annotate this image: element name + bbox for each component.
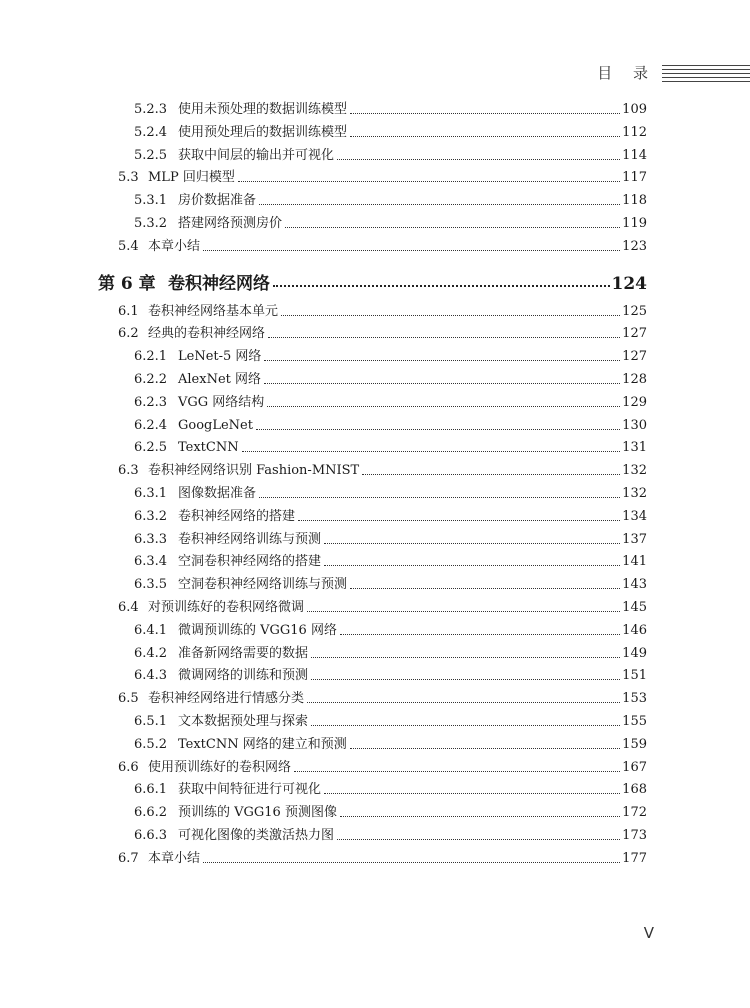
- toc-entry-page: 172: [622, 805, 647, 821]
- toc-entry-title: 微调网络的训练和预测: [178, 668, 309, 684]
- toc-entry-page: 149: [622, 645, 647, 661]
- toc-dot-leader: [350, 587, 620, 589]
- toc-section-row[interactable]: [118, 845, 647, 867]
- toc-subsection-row[interactable]: [134, 210, 647, 232]
- toc-subsection-row[interactable]: [134, 799, 647, 821]
- toc-entry-page: 131: [622, 440, 647, 456]
- toc-entry-page: 117: [622, 170, 647, 186]
- toc-entry-title: 文本数据预处理与探索: [178, 714, 309, 729]
- toc-subsection-row[interactable]: [134, 503, 647, 525]
- toc-dot-leader: [203, 861, 620, 863]
- toc-subsection-row[interactable]: [134, 366, 647, 388]
- toc-dot-leader: [259, 203, 620, 205]
- toc-entry-title: 使用未预处理的数据训练模型: [178, 102, 348, 117]
- page-header: [0, 62, 750, 86]
- toc-entry-page: 134: [622, 508, 647, 524]
- toc-dot-leader: [298, 519, 620, 521]
- toc-subsection-row[interactable]: [134, 548, 647, 570]
- toc-entry-page: 123: [622, 238, 647, 254]
- toc-entry-title: 本章小结: [148, 850, 201, 866]
- toc-subsection-row[interactable]: [134, 187, 647, 209]
- toc-dot-leader: [307, 701, 620, 703]
- toc-entry-title: 经典的卷积神经网络: [148, 326, 266, 342]
- toc-entry-number: 6.6: [118, 759, 139, 775]
- toc-subsection-row[interactable]: [134, 119, 647, 141]
- toc-subsection-row[interactable]: [134, 662, 647, 684]
- toc-entry-number: 6.6.3: [134, 828, 168, 843]
- toc-dot-leader: [256, 428, 620, 430]
- toc-entry-number: 6.3.4: [134, 554, 168, 570]
- toc-section-row[interactable]: [118, 754, 647, 776]
- toc-subsection-row[interactable]: [134, 96, 647, 118]
- toc-chapter-row[interactable]: [98, 264, 647, 292]
- toc-entry-title: TextCNN 网络的建立和预测: [178, 736, 347, 752]
- toc-entry-page: 143: [622, 577, 647, 593]
- toc-subsection-row[interactable]: [134, 708, 647, 730]
- toc-entry-number: 6.4.3: [134, 668, 168, 684]
- toc-entry-title: 获取中间层的输出并可视化: [178, 147, 335, 163]
- toc-entry-number: 6.2.5: [134, 440, 168, 456]
- toc-entry-page: 119: [622, 216, 647, 231]
- toc-entry-title: 卷积神经网络基本单元: [148, 303, 279, 319]
- toc-entry-page: 128: [622, 372, 647, 387]
- toc-dot-leader: [264, 359, 620, 361]
- toc-section-row[interactable]: [118, 298, 647, 320]
- toc-dot-leader: [324, 564, 620, 566]
- toc-entry-page: 129: [622, 394, 647, 410]
- toc-entry-page: 109: [622, 102, 647, 117]
- toc-entry-page: 153: [622, 691, 647, 707]
- toc-dot-leader: [203, 249, 620, 251]
- toc-entry-number: 6.4: [118, 600, 139, 615]
- toc-subsection-row[interactable]: [134, 480, 647, 502]
- toc-subsection-row[interactable]: [134, 640, 647, 662]
- toc-dot-leader: [350, 135, 620, 137]
- toc-entry-page: 125: [622, 303, 647, 319]
- toc-dot-leader: [268, 336, 620, 338]
- toc-entry-number: 6.1: [118, 303, 139, 319]
- toc-entry-title: 使用预处理后的数据训练模型: [178, 124, 348, 140]
- toc-entry-number: 6.6.2: [134, 805, 168, 821]
- toc-dot-leader: [311, 678, 620, 680]
- toc-subsection-row[interactable]: [134, 434, 647, 456]
- toc-entry-number: 6.4.1: [134, 622, 168, 638]
- toc-entry-number: 6.2: [118, 326, 139, 342]
- toc-entry-page: 159: [622, 736, 647, 752]
- toc-entry-title: 空洞卷积神经网络的搭建: [178, 554, 322, 570]
- toc-subsection-row[interactable]: [134, 412, 647, 434]
- toc-entry-number: 6.5: [118, 691, 139, 707]
- toc-entry-number: 6.3.5: [134, 577, 168, 593]
- toc-section-row[interactable]: [118, 164, 647, 186]
- header-title: 目 录: [597, 64, 656, 82]
- toc-entry-title: MLP 回归模型: [148, 170, 235, 186]
- toc-entry-title: TextCNN: [178, 440, 239, 456]
- toc-dot-leader: [294, 770, 620, 772]
- toc-entry-number: 第 6 章: [98, 273, 156, 294]
- toc-entry-page: 130: [622, 417, 647, 433]
- toc-entry-page: 177: [622, 850, 647, 866]
- toc-entry-page: 132: [622, 463, 647, 479]
- toc-entry-page: 118: [622, 193, 647, 209]
- toc-entry-number: 5.4: [118, 238, 139, 254]
- toc-entry-page: 112: [622, 124, 647, 140]
- toc-entry-title: 获取中间特征进行可视化: [178, 782, 322, 798]
- toc-dot-leader: [337, 158, 620, 160]
- toc-entry-title: 卷积神经网络的搭建: [178, 508, 296, 524]
- toc-dot-leader: [324, 792, 620, 794]
- toc-entry-title: 可视化图像的类激活热力图: [178, 828, 335, 843]
- toc-entry-title: 使用预训练好的卷积网络: [148, 759, 292, 775]
- toc-dot-leader: [264, 382, 620, 384]
- toc-dot-leader: [350, 747, 620, 749]
- toc-entry-page: 114: [622, 147, 647, 163]
- toc-entry-title: 卷积神经网络训练与预测: [178, 531, 322, 547]
- toc-section-row[interactable]: [118, 685, 647, 707]
- toc-entry-number: 5.2.5: [134, 147, 168, 163]
- toc-dot-leader: [324, 542, 620, 544]
- toc-entry-page: 127: [622, 326, 647, 342]
- toc-dot-leader: [350, 112, 620, 114]
- toc-entry-number: 6.2.1: [134, 349, 168, 365]
- toc-entry-number: 5.2.4: [134, 124, 168, 140]
- toc-entry-number: 5.3.1: [134, 193, 168, 209]
- toc-subsection-row[interactable]: [134, 822, 647, 844]
- toc-entry-number: 5.3: [118, 170, 139, 186]
- toc-dot-leader: [242, 450, 621, 452]
- toc-dot-leader: [307, 610, 620, 612]
- toc-entry-number: 6.4.2: [134, 645, 168, 661]
- toc-dot-leader: [267, 405, 620, 407]
- toc-entry-page: 168: [622, 782, 647, 798]
- toc-dot-leader: [311, 656, 620, 658]
- toc-entry-number: 6.5.2: [134, 736, 168, 752]
- toc-entry-number: 5.2.3: [134, 102, 168, 117]
- toc-entry-page: 151: [622, 668, 647, 684]
- toc-entry-title: GoogLeNet: [178, 417, 253, 433]
- toc-section-row[interactable]: [118, 457, 647, 479]
- toc-entry-number: 6.2.3: [134, 394, 168, 410]
- toc-subsection-row[interactable]: [134, 731, 647, 753]
- page-number: V: [643, 924, 654, 942]
- toc-dot-leader: [337, 838, 620, 840]
- toc-entry-title: VGG 网络结构: [178, 394, 265, 410]
- toc-subsection-row[interactable]: [134, 343, 647, 365]
- toc-entry-page: 132: [622, 486, 647, 501]
- toc-entry-number: 6.2.2: [134, 372, 168, 387]
- toc-dot-leader: [273, 284, 610, 287]
- toc-section-row[interactable]: [118, 320, 647, 342]
- toc-entry-page: 146: [622, 622, 647, 638]
- toc-section-row[interactable]: [118, 233, 647, 255]
- toc-subsection-row[interactable]: [134, 526, 647, 548]
- toc-entry-title: LeNet-5 网络: [178, 349, 262, 365]
- toc-dot-leader: [259, 496, 620, 498]
- toc-subsection-row[interactable]: [134, 776, 647, 798]
- toc-entry-title: AlexNet 网络: [178, 372, 261, 387]
- toc-entry-title: 卷积神经网络识别 Fashion-MNIST: [148, 463, 360, 479]
- toc-subsection-row[interactable]: [134, 617, 647, 639]
- header-rule-lines: [662, 65, 750, 85]
- toc-entry-number: 6.3.3: [134, 531, 168, 547]
- toc-entry-page: 167: [622, 759, 647, 775]
- toc-entry-number: 6.3.2: [134, 508, 168, 524]
- toc-entry-number: 5.3.2: [134, 216, 168, 231]
- toc-entry-page: 124: [611, 273, 647, 294]
- toc-entry-title: 图像数据准备: [178, 486, 257, 501]
- toc-dot-leader: [281, 314, 620, 316]
- toc-dot-leader: [311, 724, 620, 726]
- toc-section-row[interactable]: [118, 594, 647, 616]
- toc-subsection-row[interactable]: [134, 389, 647, 411]
- toc-entry-title: 本章小结: [148, 238, 201, 254]
- toc-entry-page: 145: [622, 600, 647, 615]
- toc-entry-title: 卷积神经网络进行情感分类: [148, 691, 305, 707]
- toc-entry-page: 127: [622, 349, 647, 365]
- toc-dot-leader: [238, 180, 620, 182]
- toc-entry-page: 137: [622, 531, 647, 547]
- toc-entry-number: 6.3.1: [134, 486, 168, 501]
- toc-entry-title: 房价数据准备: [178, 193, 257, 209]
- toc-dot-leader: [340, 633, 620, 635]
- toc-dot-leader: [340, 815, 620, 817]
- toc-entry-page: 173: [622, 828, 647, 843]
- toc-entry-number: 6.3: [118, 463, 139, 479]
- toc-entry-title: 微调预训练的 VGG16 网络: [178, 622, 337, 638]
- toc-entry-page: 155: [622, 714, 647, 729]
- toc-subsection-row[interactable]: [134, 571, 647, 593]
- toc-entry-title: 预训练的 VGG16 预测图像: [178, 805, 337, 821]
- toc-subsection-row[interactable]: [134, 142, 647, 164]
- toc-entry-number: 6.2.4: [134, 417, 168, 433]
- toc-entry-title: 准备新网络需要的数据: [178, 645, 309, 661]
- toc-entry-title: 对预训练好的卷积网络微调: [148, 600, 305, 615]
- toc-entry-title: 搭建网络预测房价: [178, 216, 283, 231]
- toc-entry-number: 6.5.1: [134, 714, 168, 729]
- toc-dot-leader: [285, 226, 620, 228]
- toc-dot-leader: [362, 473, 620, 475]
- toc-entry-title: 空洞卷积神经网络训练与预测: [178, 577, 348, 593]
- toc-entry-number: 6.7: [118, 850, 139, 866]
- toc-entry-title: 卷积神经网络: [168, 273, 270, 294]
- toc-entry-page: 141: [622, 554, 647, 570]
- toc-entry-number: 6.6.1: [134, 782, 168, 798]
